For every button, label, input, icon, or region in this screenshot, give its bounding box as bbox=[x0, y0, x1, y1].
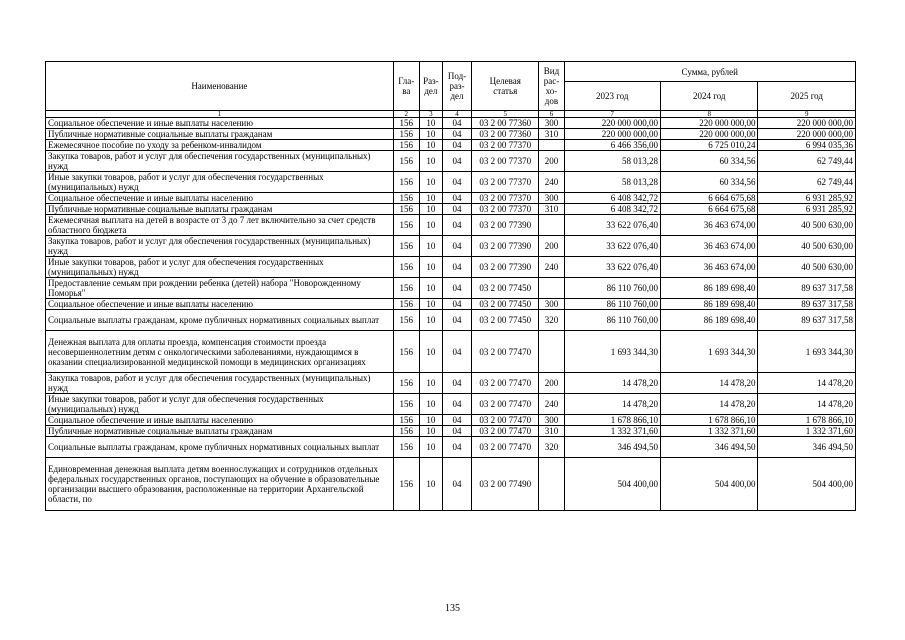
column-number: 9 bbox=[758, 111, 856, 118]
column-number: 2 bbox=[393, 111, 419, 118]
row-section: 10 bbox=[419, 415, 442, 426]
row-amount-2024: 1 693 344,30 bbox=[660, 331, 757, 373]
row-target: 03 2 00 77450 bbox=[472, 299, 539, 310]
row-subsection: 04 bbox=[442, 172, 471, 193]
table-row bbox=[46, 236, 856, 257]
row-amount-2025: 1 332 371,60 bbox=[758, 426, 856, 437]
header-expense-kind: Вид рас- хо- дов bbox=[539, 62, 564, 111]
row-amount-2025: 220 000 000,00 bbox=[758, 129, 856, 140]
row-chapter: 156 bbox=[393, 215, 419, 236]
header-name: Наименование bbox=[46, 62, 394, 111]
row-name: Закупка товаров, работ и услуг для обеспечения государственных (муниципальных) нужд bbox=[46, 373, 394, 394]
row-expense-kind: 240 bbox=[539, 172, 564, 193]
row-amount-2023: 86 110 760,00 bbox=[564, 299, 660, 310]
table-row bbox=[46, 299, 856, 310]
row-amount-2023: 14 478,20 bbox=[564, 394, 660, 415]
row-name: Ежемесячная выплата на детей в возрасте от 3 до 7 лет включительно за счет средств областного бюджета bbox=[46, 215, 394, 236]
row-subsection: 04 bbox=[442, 204, 471, 215]
row-expense-kind: 300 bbox=[539, 193, 564, 204]
row-amount-2024: 36 463 674,00 bbox=[660, 236, 757, 257]
row-chapter: 156 bbox=[393, 415, 419, 426]
column-number: 7 bbox=[564, 111, 660, 118]
row-section: 10 bbox=[419, 118, 442, 129]
row-name: Предоставление семьям при рождении ребенка (детей) набора "Новорожденному Поморья" bbox=[46, 278, 394, 299]
row-chapter: 156 bbox=[393, 140, 419, 151]
row-chapter: 156 bbox=[393, 151, 419, 172]
row-amount-2025: 14 478,20 bbox=[758, 394, 856, 415]
row-amount-2023: 33 622 076,40 bbox=[564, 257, 660, 278]
row-subsection: 04 bbox=[442, 140, 471, 151]
row-subsection: 04 bbox=[442, 215, 471, 236]
row-name: Публичные нормативные социальные выплаты гражданам bbox=[46, 204, 394, 215]
row-expense-kind: 200 bbox=[539, 151, 564, 172]
row-expense-kind bbox=[539, 331, 564, 373]
row-amount-2023: 346 494,50 bbox=[564, 437, 660, 458]
row-subsection: 04 bbox=[442, 236, 471, 257]
row-amount-2024: 86 189 698,40 bbox=[660, 278, 757, 299]
row-amount-2023: 220 000 000,00 bbox=[564, 129, 660, 140]
row-subsection: 04 bbox=[442, 151, 471, 172]
row-amount-2023: 14 478,20 bbox=[564, 373, 660, 394]
row-target: 03 2 00 77390 bbox=[472, 257, 539, 278]
row-amount-2025: 89 637 317,58 bbox=[758, 299, 856, 310]
row-amount-2025: 14 478,20 bbox=[758, 373, 856, 394]
row-section: 10 bbox=[419, 215, 442, 236]
row-chapter: 156 bbox=[393, 236, 419, 257]
row-chapter: 156 bbox=[393, 129, 419, 140]
row-section: 10 bbox=[419, 458, 442, 511]
row-subsection: 04 bbox=[442, 426, 471, 437]
row-chapter: 156 bbox=[393, 458, 419, 511]
row-amount-2023: 86 110 760,00 bbox=[564, 278, 660, 299]
row-amount-2024: 220 000 000,00 bbox=[660, 118, 757, 129]
table-row bbox=[46, 215, 856, 236]
table-row bbox=[46, 373, 856, 394]
row-amount-2023: 220 000 000,00 bbox=[564, 118, 660, 129]
row-section: 10 bbox=[419, 140, 442, 151]
row-amount-2024: 1 678 866,10 bbox=[660, 415, 757, 426]
row-section: 10 bbox=[419, 310, 442, 331]
row-expense-kind: 300 bbox=[539, 299, 564, 310]
row-expense-kind: 240 bbox=[539, 394, 564, 415]
row-amount-2025: 89 637 317,58 bbox=[758, 310, 856, 331]
row-subsection: 04 bbox=[442, 415, 471, 426]
row-expense-kind: 310 bbox=[539, 204, 564, 215]
row-target: 03 2 00 77490 bbox=[472, 458, 539, 511]
table-row bbox=[46, 437, 856, 458]
row-amount-2023: 6 466 356,00 bbox=[564, 140, 660, 151]
row-section: 10 bbox=[419, 426, 442, 437]
table-row bbox=[46, 129, 856, 140]
row-amount-2023: 58 013,28 bbox=[564, 151, 660, 172]
row-target: 03 2 00 77470 bbox=[472, 394, 539, 415]
table-row bbox=[46, 278, 856, 299]
row-subsection: 04 bbox=[442, 437, 471, 458]
row-name: Публичные нормативные социальные выплаты гражданам bbox=[46, 129, 394, 140]
row-target: 03 2 00 77450 bbox=[472, 278, 539, 299]
row-chapter: 156 bbox=[393, 310, 419, 331]
row-amount-2025: 1 693 344,30 bbox=[758, 331, 856, 373]
row-target: 03 2 00 77360 bbox=[472, 129, 539, 140]
row-amount-2025: 6 994 035,36 bbox=[758, 140, 856, 151]
row-expense-kind bbox=[539, 215, 564, 236]
row-section: 10 bbox=[419, 299, 442, 310]
row-chapter: 156 bbox=[393, 204, 419, 215]
row-target: 03 2 00 77370 bbox=[472, 140, 539, 151]
budget-table bbox=[45, 61, 856, 511]
row-amount-2024: 60 334,56 bbox=[660, 172, 757, 193]
row-amount-2024: 504 400,00 bbox=[660, 458, 757, 511]
row-name: Социальное обеспечение и иные выплаты населению bbox=[46, 299, 394, 310]
row-section: 10 bbox=[419, 193, 442, 204]
row-target: 03 2 00 77470 bbox=[472, 415, 539, 426]
row-amount-2024: 6 664 675,68 bbox=[660, 193, 757, 204]
row-amount-2024: 1 332 371,60 bbox=[660, 426, 757, 437]
row-subsection: 04 bbox=[442, 310, 471, 331]
row-target: 03 2 00 77370 bbox=[472, 172, 539, 193]
table-row bbox=[46, 310, 856, 331]
column-number: 4 bbox=[442, 111, 471, 118]
row-chapter: 156 bbox=[393, 394, 419, 415]
table-row bbox=[46, 151, 856, 172]
row-section: 10 bbox=[419, 437, 442, 458]
table-row bbox=[46, 193, 856, 204]
row-amount-2024: 86 189 698,40 bbox=[660, 310, 757, 331]
row-name: Социальные выплаты гражданам, кроме публичных нормативных социальных выплат bbox=[46, 310, 394, 331]
row-name: Иные закупки товаров, работ и услуг для обеспечения государственных (муниципальных) нужд bbox=[46, 172, 394, 193]
row-section: 10 bbox=[419, 257, 442, 278]
row-expense-kind: 310 bbox=[539, 129, 564, 140]
row-expense-kind: 200 bbox=[539, 373, 564, 394]
row-expense-kind: 320 bbox=[539, 310, 564, 331]
row-subsection: 04 bbox=[442, 193, 471, 204]
row-chapter: 156 bbox=[393, 193, 419, 204]
row-subsection: 04 bbox=[442, 118, 471, 129]
row-chapter: 156 bbox=[393, 331, 419, 373]
row-section: 10 bbox=[419, 331, 442, 373]
row-subsection: 04 bbox=[442, 257, 471, 278]
row-name: Иные закупки товаров, работ и услуг для обеспечения государственных (муниципальных) нужд bbox=[46, 257, 394, 278]
row-amount-2023: 1 332 371,60 bbox=[564, 426, 660, 437]
row-amount-2024: 86 189 698,40 bbox=[660, 299, 757, 310]
row-name: Ежемесячное пособие по уходу за ребенком-инвалидом bbox=[46, 140, 394, 151]
row-expense-kind bbox=[539, 278, 564, 299]
row-subsection: 04 bbox=[442, 129, 471, 140]
row-amount-2025: 62 749,44 bbox=[758, 172, 856, 193]
row-amount-2025: 6 931 285,92 bbox=[758, 204, 856, 215]
row-amount-2023: 504 400,00 bbox=[564, 458, 660, 511]
row-amount-2023: 33 622 076,40 bbox=[564, 215, 660, 236]
row-chapter: 156 bbox=[393, 278, 419, 299]
row-section: 10 bbox=[419, 394, 442, 415]
row-amount-2025: 1 678 866,10 bbox=[758, 415, 856, 426]
row-amount-2024: 346 494,50 bbox=[660, 437, 757, 458]
row-target: 03 2 00 77390 bbox=[472, 236, 539, 257]
row-section: 10 bbox=[419, 373, 442, 394]
row-chapter: 156 bbox=[393, 426, 419, 437]
row-target: 03 2 00 77360 bbox=[472, 118, 539, 129]
row-amount-2025: 40 500 630,00 bbox=[758, 215, 856, 236]
row-amount-2024: 6 664 675,68 bbox=[660, 204, 757, 215]
row-amount-2023: 33 622 076,40 bbox=[564, 236, 660, 257]
table-row bbox=[46, 394, 856, 415]
row-amount-2023: 6 408 342,72 bbox=[564, 204, 660, 215]
table-row bbox=[46, 426, 856, 437]
row-amount-2025: 220 000 000,00 bbox=[758, 118, 856, 129]
row-amount-2024: 36 463 674,00 bbox=[660, 257, 757, 278]
row-chapter: 156 bbox=[393, 299, 419, 310]
row-section: 10 bbox=[419, 151, 442, 172]
row-target: 03 2 00 77470 bbox=[472, 426, 539, 437]
row-chapter: 156 bbox=[393, 172, 419, 193]
row-subsection: 04 bbox=[442, 331, 471, 373]
row-expense-kind: 310 bbox=[539, 426, 564, 437]
row-subsection: 04 bbox=[442, 373, 471, 394]
row-expense-kind bbox=[539, 458, 564, 511]
table-row bbox=[46, 331, 856, 373]
header-2023: 2023 год bbox=[564, 82, 660, 111]
row-chapter: 156 bbox=[393, 257, 419, 278]
row-amount-2025: 40 500 630,00 bbox=[758, 236, 856, 257]
row-amount-2024: 36 463 674,00 bbox=[660, 215, 757, 236]
table-row bbox=[46, 415, 856, 426]
row-name: Иные закупки товаров, работ и услуг для обеспечения государственных (муниципальных) нужд bbox=[46, 394, 394, 415]
row-name: Публичные нормативные социальные выплаты гражданам bbox=[46, 426, 394, 437]
column-number: 6 bbox=[539, 111, 564, 118]
table-row bbox=[46, 118, 856, 129]
row-amount-2023: 1 678 866,10 bbox=[564, 415, 660, 426]
table-row bbox=[46, 257, 856, 278]
header-chapter: Гла- ва bbox=[393, 62, 419, 111]
row-amount-2024: 14 478,20 bbox=[660, 373, 757, 394]
row-target: 03 2 00 77450 bbox=[472, 310, 539, 331]
row-name: Социальное обеспечение и иные выплаты населению bbox=[46, 415, 394, 426]
row-subsection: 04 bbox=[442, 278, 471, 299]
row-section: 10 bbox=[419, 236, 442, 257]
column-number-row bbox=[46, 111, 856, 118]
row-subsection: 04 bbox=[442, 458, 471, 511]
row-amount-2025: 504 400,00 bbox=[758, 458, 856, 511]
row-name: Социальное обеспечение и иные выплаты населению bbox=[46, 193, 394, 204]
row-section: 10 bbox=[419, 172, 442, 193]
row-subsection: 04 bbox=[442, 299, 471, 310]
row-amount-2024: 60 334,56 bbox=[660, 151, 757, 172]
row-amount-2025: 89 637 317,58 bbox=[758, 278, 856, 299]
row-name: Денежная выплата для оплаты проезда, компенсация стоимости проезда несовершеннолетним детям с онкологическими заболеваниями, нуждающимся в оказании специализированной медицинской помощи в медицинских организациях bbox=[46, 331, 394, 373]
row-section: 10 bbox=[419, 204, 442, 215]
column-number: 8 bbox=[660, 111, 757, 118]
column-number: 3 bbox=[419, 111, 442, 118]
row-amount-2025: 62 749,44 bbox=[758, 151, 856, 172]
row-target: 03 2 00 77370 bbox=[472, 151, 539, 172]
column-number: 1 bbox=[46, 111, 394, 118]
row-name: Закупка товаров, работ и услуг для обеспечения государственных (муниципальных) нужд bbox=[46, 236, 394, 257]
row-amount-2024: 6 725 010,24 bbox=[660, 140, 757, 151]
row-chapter: 156 bbox=[393, 437, 419, 458]
row-target: 03 2 00 77470 bbox=[472, 373, 539, 394]
row-name: Закупка товаров, работ и услуг для обеспечения государственных (муниципальных) нужд bbox=[46, 151, 394, 172]
row-amount-2024: 220 000 000,00 bbox=[660, 129, 757, 140]
row-amount-2025: 40 500 630,00 bbox=[758, 257, 856, 278]
row-section: 10 bbox=[419, 278, 442, 299]
header-2024: 2024 год bbox=[660, 82, 757, 111]
row-name: Социальное обеспечение и иные выплаты населению bbox=[46, 118, 394, 129]
row-amount-2024: 14 478,20 bbox=[660, 394, 757, 415]
header-subsection: Под- раз- дел bbox=[442, 62, 471, 111]
row-amount-2023: 6 408 342,72 bbox=[564, 193, 660, 204]
row-target: 03 2 00 77370 bbox=[472, 193, 539, 204]
table-body bbox=[46, 118, 856, 511]
table-row bbox=[46, 458, 856, 511]
row-amount-2025: 6 931 285,92 bbox=[758, 193, 856, 204]
row-subsection: 04 bbox=[442, 394, 471, 415]
row-name: Социальные выплаты гражданам, кроме публичных нормативных социальных выплат bbox=[46, 437, 394, 458]
row-amount-2023: 1 693 344,30 bbox=[564, 331, 660, 373]
row-amount-2023: 86 110 760,00 bbox=[564, 310, 660, 331]
row-target: 03 2 00 77390 bbox=[472, 215, 539, 236]
row-expense-kind: 300 bbox=[539, 415, 564, 426]
header-target: Целевая статья bbox=[472, 62, 539, 111]
row-expense-kind: 200 bbox=[539, 236, 564, 257]
row-expense-kind: 240 bbox=[539, 257, 564, 278]
row-amount-2025: 346 494,50 bbox=[758, 437, 856, 458]
row-expense-kind bbox=[539, 140, 564, 151]
row-target: 03 2 00 77370 bbox=[472, 204, 539, 215]
row-target: 03 2 00 77470 bbox=[472, 331, 539, 373]
row-chapter: 156 bbox=[393, 373, 419, 394]
table-row bbox=[46, 172, 856, 193]
row-amount-2023: 58 013,28 bbox=[564, 172, 660, 193]
header-section: Раз- дел bbox=[419, 62, 442, 111]
header-sum: Сумма, рублей bbox=[564, 62, 855, 82]
header-2025: 2025 год bbox=[758, 82, 856, 111]
row-expense-kind: 320 bbox=[539, 437, 564, 458]
page-number: 135 bbox=[445, 603, 460, 614]
column-number: 5 bbox=[472, 111, 539, 118]
row-name: Единовременная денежная выплата детям военнослужащих и сотрудников отдельных федеральных государственных органов, поступающих на обучение в образовательные организации высшего образования, расположенные на территории Архангельской области, по bbox=[46, 458, 394, 511]
table-row bbox=[46, 204, 856, 215]
row-section: 10 bbox=[419, 129, 442, 140]
row-chapter: 156 bbox=[393, 118, 419, 129]
table-row bbox=[46, 140, 856, 151]
row-target: 03 2 00 77470 bbox=[472, 437, 539, 458]
row-expense-kind: 300 bbox=[539, 118, 564, 129]
